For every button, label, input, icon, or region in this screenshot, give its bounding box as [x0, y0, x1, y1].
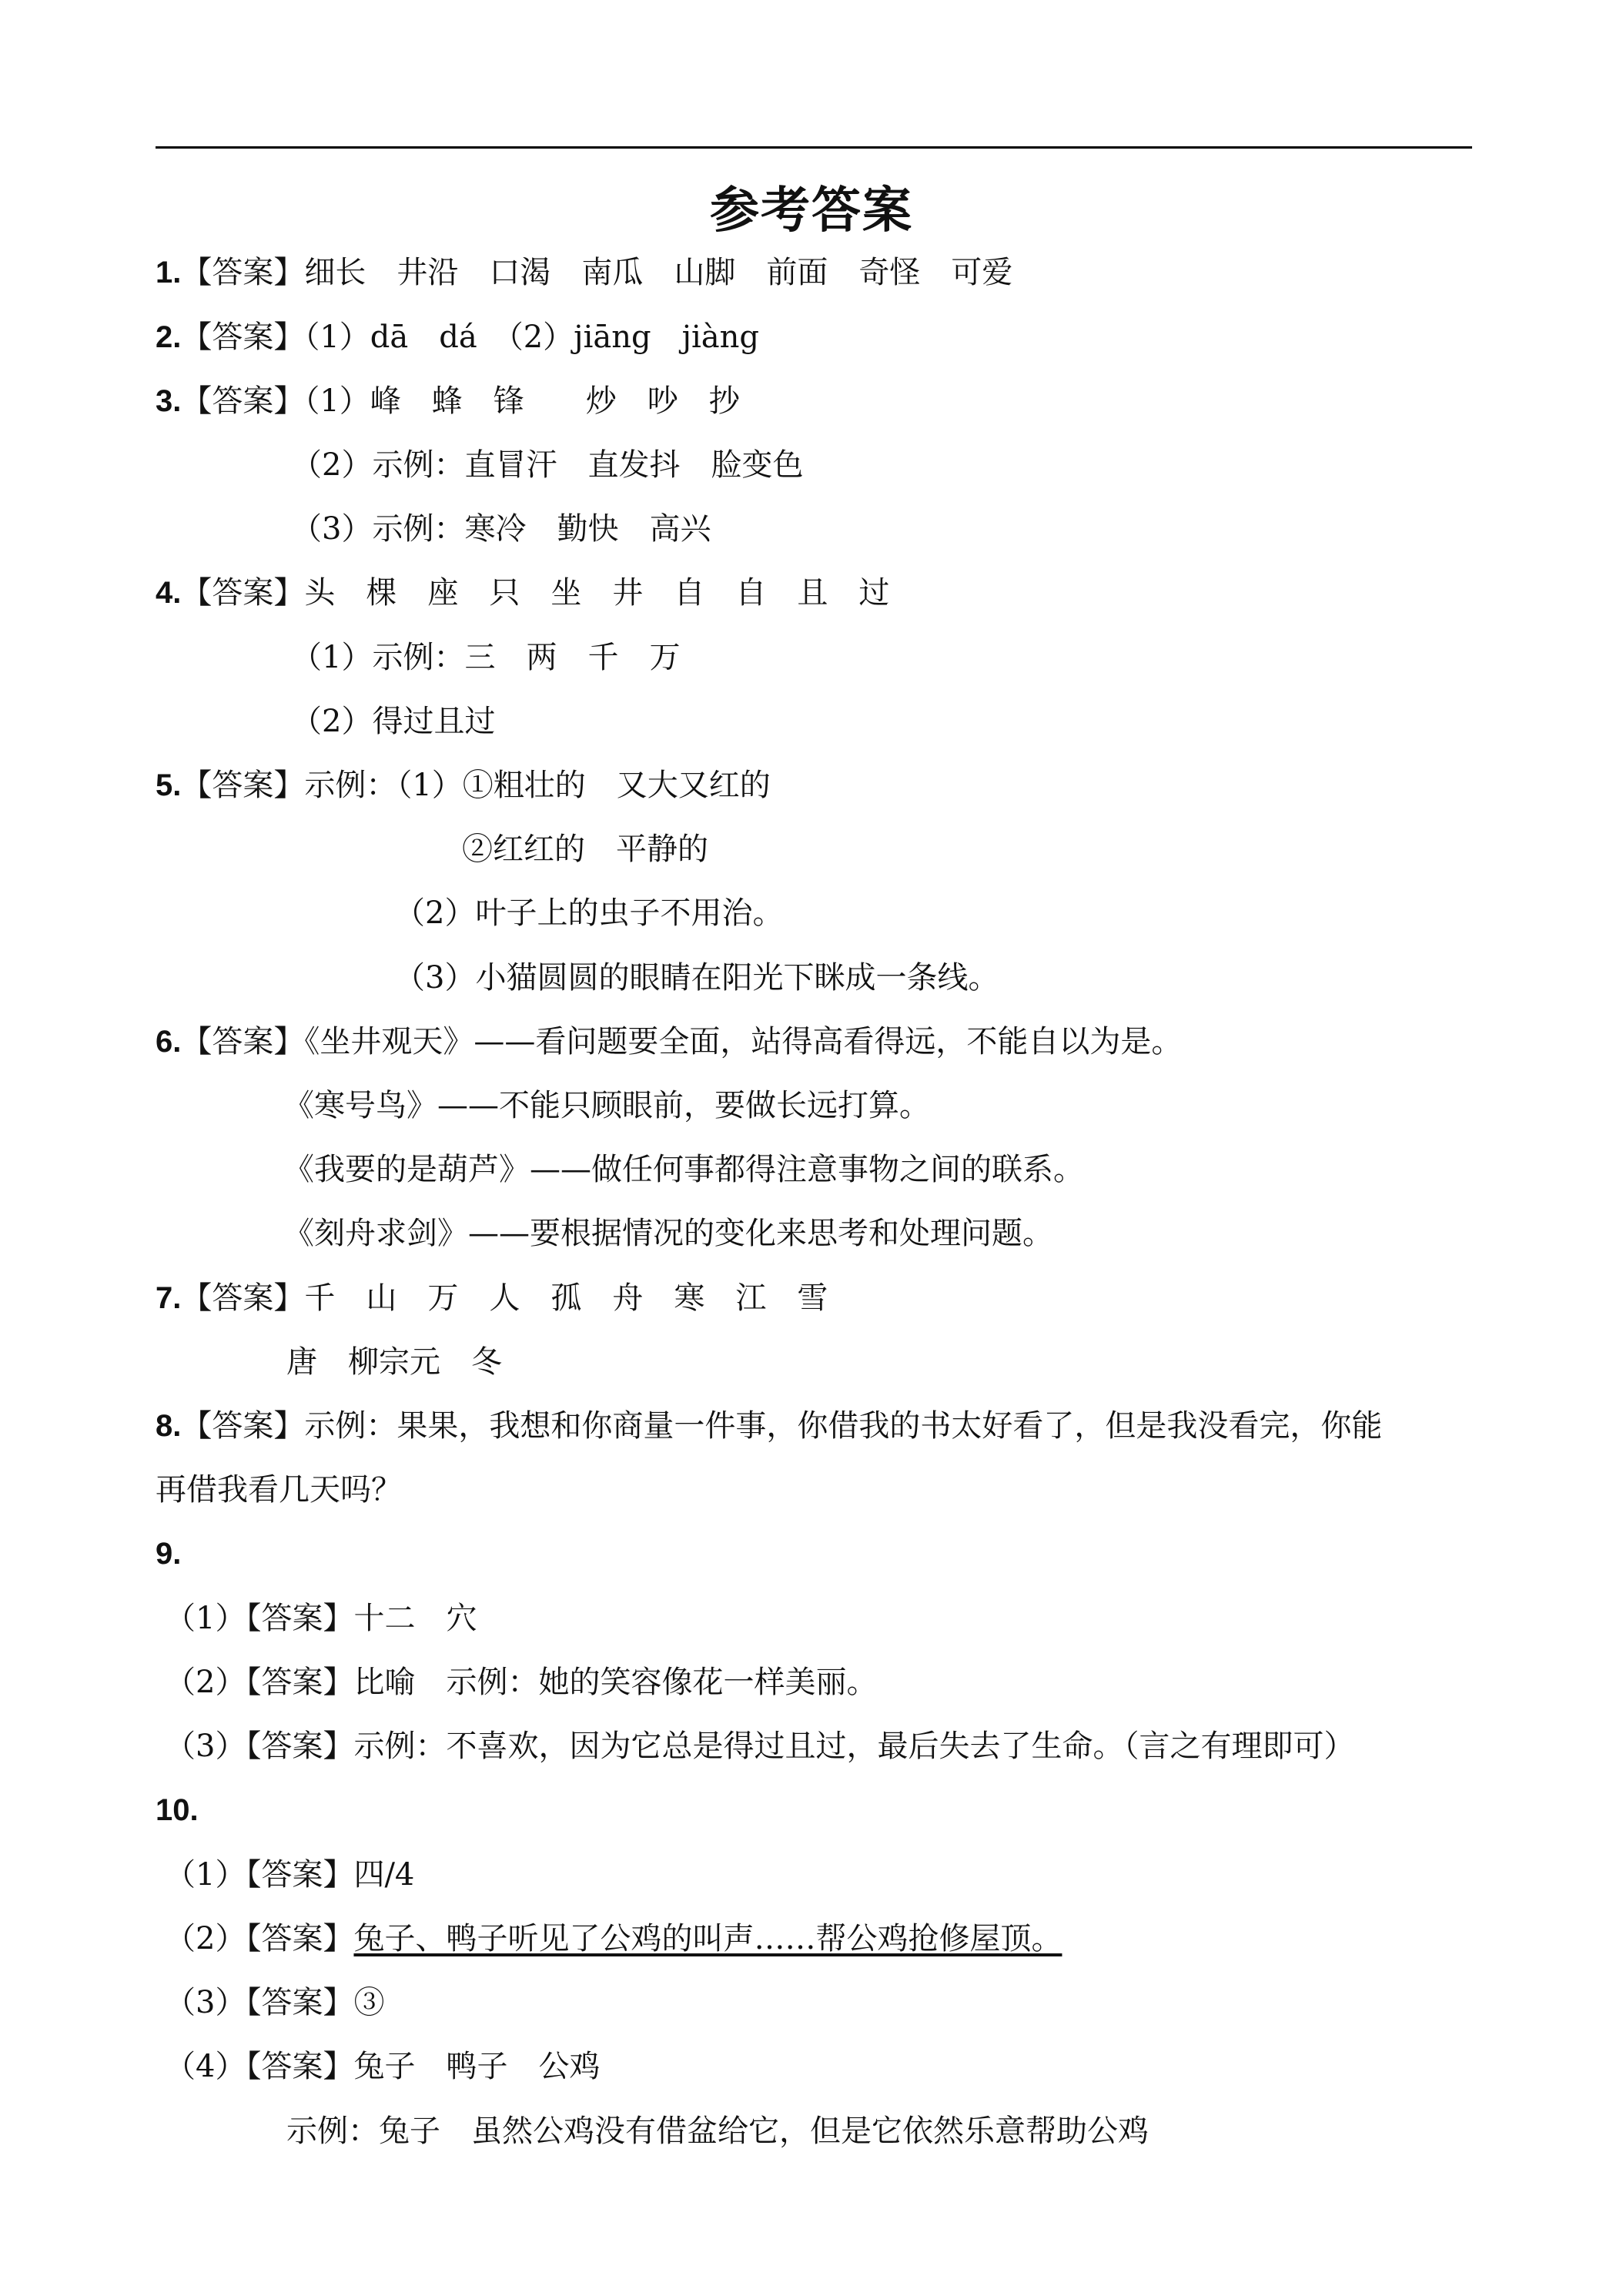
answer-6-line-2: 《寒号鸟》——不能只顾眼前，要做长远打算。 [283, 1088, 930, 1123]
answer-7-line-2: 唐 柳宗元 冬 [286, 1344, 502, 1380]
answer-3 [156, 383, 740, 419]
answer-text: 【答案】（1）峰 蜂 锋 炒 吵 抄 [181, 383, 740, 419]
answer-9-part-2: （2）【答案】比喻 示例：她的笑容像花一样美丽。 [165, 1665, 878, 1700]
question-number: 7. [156, 1281, 182, 1315]
answer-text: 【答案】头 棵 座 只 坐 井 自 自 且 过 [181, 575, 890, 611]
answer-4 [156, 575, 890, 611]
answer-9-part-3: （3）【答案】示例：不喜欢，因为它总是得过且过，最后失去了生命。（言之有理即可） [165, 1729, 1355, 1764]
answer-text: 【答案】示例：（1）①粗壮的 又大又红的 [181, 768, 771, 803]
answer-text: 【答案】《坐井观天》——看问题要全面，站得高看得远，不能自以为是。 [181, 1024, 1183, 1059]
answer-10-part-4-line-2: 示例：兔子 虽然公鸡没有借盆给它，但是它依然乐意帮助公鸡 [286, 2114, 1149, 2149]
answer-text: 【答案】（1）dā dá （2）jiāng jiàng [181, 320, 759, 355]
answer-3-line-3: （3）示例：寒冷 勤快 高兴 [291, 511, 711, 547]
answer-2 [156, 322, 759, 353]
question-number: 3. [156, 384, 182, 418]
question-10-number [156, 1795, 199, 1826]
question-number: 5. [156, 768, 182, 802]
answer-3-line-2: （2）示例：直冒汗 直发抖 脸变色 [291, 447, 804, 483]
question-number: 8. [156, 1409, 182, 1443]
question-9-number [156, 1538, 181, 1569]
answer-4-line-2: （1）示例：三 两 千 万 [291, 640, 681, 675]
answer-7 [156, 1280, 828, 1316]
answer-10-part-1: （1）【答案】四/4 [165, 1857, 415, 1893]
answer-5 [156, 770, 771, 801]
answer-1 [156, 257, 1012, 288]
answer-text: 【答案】千 山 万 人 孤 舟 寒 江 雪 [181, 1280, 828, 1316]
answer-10-part-4: （4）【答案】兔子 鸭子 公鸡 [165, 2049, 601, 2084]
question-number: 2. [156, 320, 182, 354]
answer-text: 【答案】细长 井沿 口渴 南瓜 山脚 前面 奇怪 可爱 [181, 255, 1013, 290]
page-title: 参考答案 [710, 182, 913, 239]
answer-6 [156, 1026, 1182, 1057]
question-number: 4. [156, 576, 182, 610]
question-number: 1. [156, 256, 182, 290]
answer-4-line-3: （2）得过且过 [291, 704, 496, 739]
answer-6-line-3: 《我要的是葫芦》——做任何事都得注意事物之间的联系。 [283, 1152, 1084, 1187]
answer-text: 【答案】示例：果果，我想和你商量一件事，你借我的书太好看了，但是我没看完，你能 [181, 1408, 1383, 1444]
answer-9-part-1: （1）【答案】十二 穴 [165, 1601, 477, 1636]
answer-5-line-3: （2）叶子上的虫子不用治。 [394, 895, 784, 931]
answer-5-line-4: （3）小猫圆圆的眼睛在阳光下眯成一条线。 [394, 960, 999, 996]
answer-5-line-2: ②红红的 平静的 [462, 832, 708, 867]
answer-10-part-2 [165, 1923, 1062, 1954]
header-rule [156, 146, 1472, 149]
answer-8-line-2: 再借我看几天吗？ [156, 1472, 402, 1508]
answer-6-line-4: 《刻舟求剑》——要根据情况的变化来思考和处理问题。 [283, 1216, 1053, 1251]
question-number: 9. [156, 1537, 182, 1571]
question-number: 10. [156, 1793, 199, 1827]
underlined-answer-text: 兔子、鸭子听见了公鸡的叫声……帮公鸡抢修屋顶。 [353, 1921, 1062, 1956]
answer-10-part-3: （3）【答案】③ [165, 1985, 385, 2020]
question-number: 6. [156, 1025, 182, 1059]
answer-8 [156, 1408, 1383, 1444]
answer-label: （2）【答案】 [165, 1921, 354, 1956]
